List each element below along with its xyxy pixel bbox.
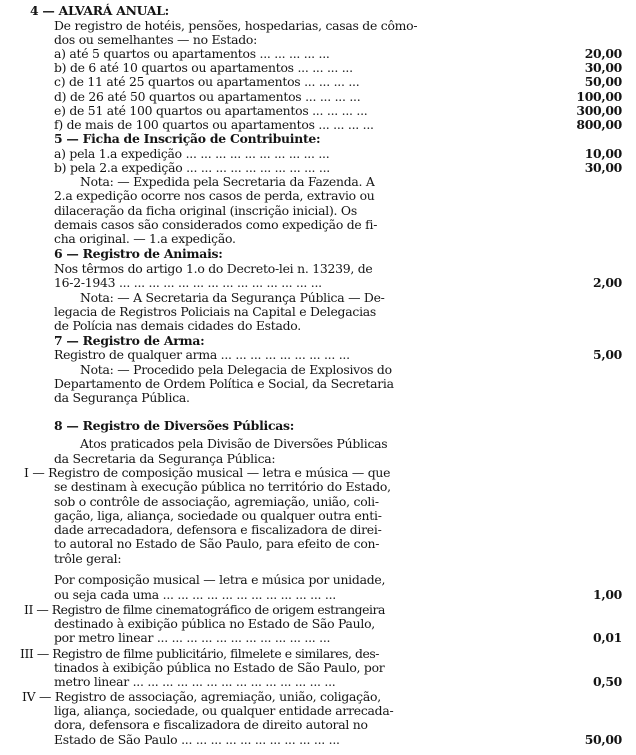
line (0, 132, 636, 147)
line-value: 0,50 (593, 674, 622, 689)
line-text: 7 — Registro de Arma: (54, 333, 205, 348)
line-value: 30,00 (584, 160, 622, 175)
line (0, 552, 636, 567)
line-text: dade arrecadadora, defensora e fiscalizadora de direi- (54, 522, 382, 537)
line-value: 0,01 (593, 630, 622, 645)
line-text: to autoral no Estado de São Paulo, para efeito de con- (54, 536, 380, 551)
line-text: II — Registro de filme cinematográfico de origem estrangeira (24, 602, 385, 617)
line (0, 189, 636, 204)
line-text: b) pela 2.a expedição ... ... ... ... ... ... ... ... ... ... (54, 160, 330, 175)
line (0, 276, 636, 291)
line (0, 75, 636, 90)
line-text: por metro linear ... ... ... ... ... ... ... ... ... ... ... ... (54, 630, 331, 645)
line-text: da Segurança Pública. (54, 390, 190, 405)
line-text: 4 — ALVARÁ ANUAL: (30, 3, 169, 18)
line-text: Estado de São Paulo ... ... ... ... ... ... ... ... ... ... ... (54, 732, 340, 747)
line-text: Nota: — Expedida pela Secretaria da Fazenda. A (80, 174, 375, 189)
line-text: 8 — Registro de Diversões Públicas: (54, 418, 295, 433)
line-value: 10,00 (584, 146, 622, 161)
line-text: Atos praticados pela Divisão de Diversões Públicas (80, 436, 388, 451)
line-text: dos ou semelhantes — no Estado: (54, 32, 258, 47)
line-text: c) de 11 até 25 quartos ou apartamentos ... ... ... ... (54, 74, 360, 89)
line (0, 537, 636, 552)
line-text: b) de 6 até 10 quartos ou apartamentos ... ... ... ... (54, 60, 353, 75)
line-value: 20,00 (584, 46, 622, 61)
line-text: Nota: — Procedido pela Delegacia de Explosivos do (80, 362, 392, 377)
line-value: 800,00 (576, 117, 622, 132)
line-text: ou seja cada uma ... ... ... ... ... ... ... ... ... ... ... ... (54, 587, 336, 602)
line (0, 573, 636, 588)
line-text: Departamento de Ordem Política e Social, da Secretaria (54, 376, 394, 391)
line-text: Nota: — A Secretaria da Segurança Pública — De- (80, 290, 385, 305)
line-text: f) de mais de 100 quartos ou apartamentos ... ... ... ... (54, 117, 374, 132)
line (0, 480, 636, 495)
line-text: sob o contrôle de associação, agremiação, união, coli- (54, 494, 379, 509)
line-value: 100,00 (576, 89, 622, 104)
line-text: de Polícia nas demais cidades do Estado. (54, 318, 301, 333)
line-text: 2.a expedição ocorre nos casos de perda, extravio ou (54, 188, 375, 203)
line-text: destinado à exibição pública no Estado de São Paulo, (54, 616, 375, 631)
line-value: 2,00 (593, 275, 622, 290)
line (0, 631, 636, 646)
line (0, 437, 636, 452)
line-text: metro linear ... ... ... ... ... ... ... ... ... ... ... ... ... ... (54, 674, 336, 689)
line-text: e) de 51 até 100 quartos ou apartamentos ... ... ... ... (54, 103, 368, 118)
line-text: 6 — Registro de Animais: (54, 246, 223, 261)
line-value: 50,00 (584, 732, 622, 747)
line-text: da Secretaria da Segurança Pública: (54, 451, 276, 466)
line (0, 391, 636, 406)
line-text: a) até 5 quartos ou apartamentos ... ... ... ... ... (54, 46, 330, 61)
line-text: Nos têrmos do artigo 1.o do Decreto-lei n. 13239, de (54, 261, 373, 276)
line-text: demais casos são considerados como expedição de fi- (54, 217, 378, 232)
line (0, 718, 636, 733)
line-text: cha original. — 1.a expedição. (54, 231, 236, 246)
line (0, 348, 636, 363)
line-text: d) de 26 até 50 quartos ou apartamentos ... ... ... ... (54, 89, 361, 104)
line-text: III — Registro de filme publicitário, filmelete e similares, des- (20, 646, 380, 661)
line (0, 588, 636, 603)
line-text: dora, defensora e fiscalizadora de direito autoral no (54, 717, 368, 732)
line-text: Por composição musical — letra e música por unidade, (54, 572, 386, 587)
line-value: 30,00 (584, 60, 622, 75)
line-text: 16-2-1943 ... ... ... ... ... ... ... ... ... ... ... ... ... ... (54, 275, 322, 290)
line-text: tinados à exibição pública no Estado de São Paulo, por (54, 660, 385, 675)
line (0, 4, 636, 19)
line-text: IV — Registro de associação, agremiação, união, coligação, (22, 689, 381, 704)
line-text: se destinam à execução pública no território do Estado, (54, 479, 391, 494)
line (0, 675, 636, 690)
line-text: 5 — Ficha de Inscrição de Contribuinte: (54, 131, 321, 146)
line-text: De registro de hotéis, pensões, hospedarias, casas de cômo- (54, 18, 418, 33)
line-text: Registro de qualquer arma ... ... ... ... ... ... ... ... ... (54, 347, 350, 362)
line-text: I — Registro de composição musical — letra e música — que (24, 465, 391, 480)
line-value: 300,00 (576, 103, 622, 118)
line-text: liga, aliança, sociedade, ou qualquer entidade arrecada- (54, 703, 394, 718)
line-text: a) pela 1.a expedição ... ... ... ... ... ... ... ... ... ... (54, 146, 330, 161)
line-value: 50,00 (584, 74, 622, 89)
line-value: 5,00 (593, 347, 622, 362)
line-text: dilaceração da ficha original (inscrição inicial). Os (54, 203, 357, 218)
line (0, 319, 636, 334)
line (0, 232, 636, 247)
line-value: 1,00 (593, 587, 622, 602)
line-text: legacia de Registros Policiais na Capital e Delegacias (54, 304, 377, 319)
line (0, 419, 636, 434)
line-text: gação, liga, aliança, sociedade ou qualquer outra enti- (54, 508, 382, 523)
line (0, 733, 636, 748)
line (0, 247, 636, 262)
line-text: trôle geral: (54, 551, 122, 566)
